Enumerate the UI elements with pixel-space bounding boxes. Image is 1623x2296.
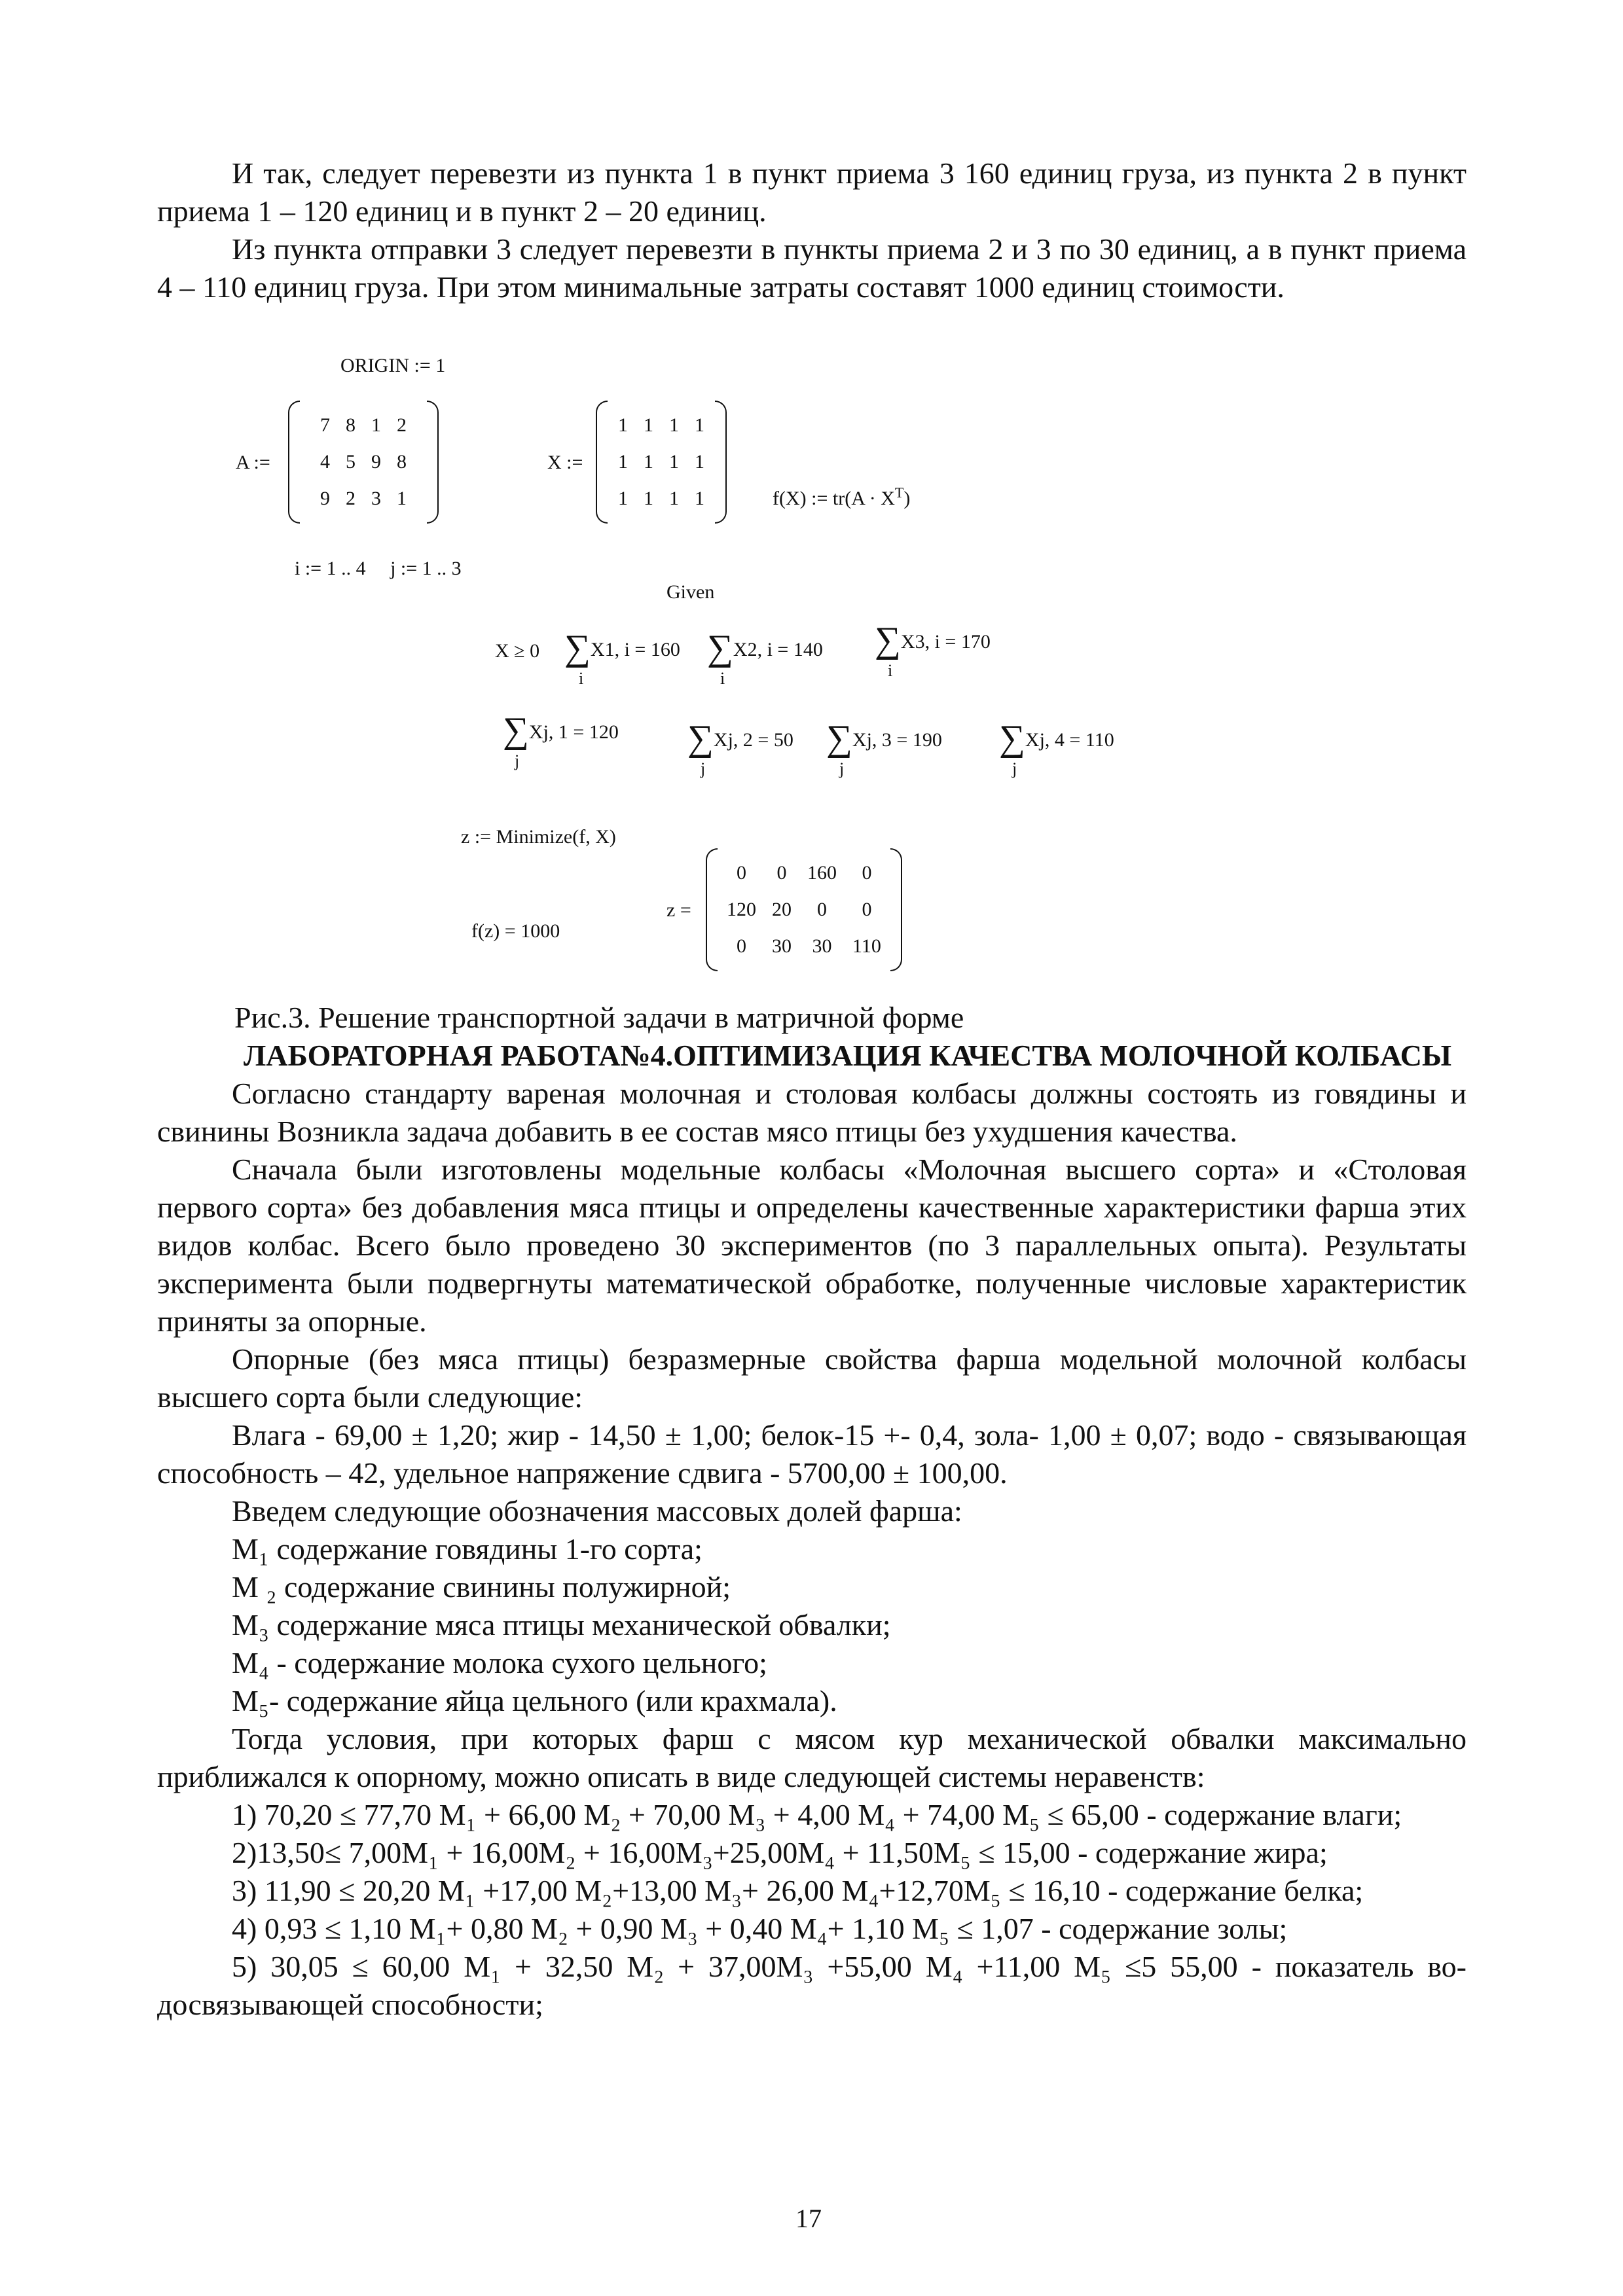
- constraint-row2d: [999, 713, 1114, 759]
- page-number: 17: [795, 2204, 822, 2233]
- inequality-5: 5) 30,05 ≤ 60,00 M₁ + 32,50 M₂ + 37,00M₃ +55,00 M₄ +11,00 M₅ ≤5 55,00 - показатель водосвязывающей способности;: [157, 1950, 1467, 2021]
- matrix-z-cell: 0: [817, 899, 828, 920]
- matrix-a-row: [312, 407, 414, 444]
- sum-icon: ∑: [875, 620, 901, 660]
- sum-icon: ∑: [687, 718, 714, 759]
- matrix-x-row: [610, 444, 712, 480]
- matrix-a-row: [312, 444, 414, 480]
- matrix-a-cell: 7: [320, 414, 330, 436]
- body-paragraph-4: Влага - 69,00 ± 1,20; жир - 14,50 ± 1,00; белок-15 +- 0,4, зола- 1,00 ± 0,07; водо - связывающая способность – 42, удельное напряжение сдвига - 5700,00 ± 100,00.: [157, 1418, 1467, 1490]
- notation-m5: M₅- содержание яйца цельного (или крахмала).: [232, 1684, 837, 1717]
- intro-paragraph-1: И так, следует перевезти из пункта 1 в пункт приема 3 160 единиц груза, из пункта 2 в пункт приема 1 – 120 единиц и в пункт 2 – 20 единиц.: [157, 156, 1467, 228]
- main-text: [157, 999, 1467, 2024]
- matrix-x-cell: 1: [695, 414, 704, 436]
- matrix-a-label: A :=: [236, 452, 270, 473]
- inequality-2: 2)13,50≤ 7,00M₁ + 16,00M₂ + 16,00M₃+25,00M₄ + 11,50M₅ ≤ 15,00 - содержание жира;: [232, 1836, 1328, 1869]
- constraint-6: Xj, 3 = 190: [852, 729, 942, 751]
- index-i-3: i: [888, 661, 893, 680]
- matrix-x-cell: 1: [644, 414, 653, 436]
- body-paragraph-3: Опорные (без мяса птицы) безразмерные свойства фарша модельной молочной колбасы высшего сорта были следующие:: [157, 1342, 1467, 1414]
- matrix-a-cell: 2: [346, 488, 356, 509]
- body-paragraph-6: Тогда условия, при которых фарш с мясом кур механической обвалки максимально приближался к опорному, можно описать в виде следующей системы неравенств:: [157, 1722, 1467, 1793]
- matrix-z-cell: 0: [862, 899, 872, 920]
- matrix-a-cell: 2: [397, 414, 407, 436]
- constraint-row2a: [503, 706, 619, 751]
- matrix-x-cell: 1: [644, 488, 653, 509]
- index-j-3: j: [839, 759, 845, 778]
- matrix-z-row: [719, 855, 889, 891]
- matrix-x-cell: 1: [695, 488, 704, 509]
- matrix-x-table: [610, 407, 712, 517]
- sum-icon: ∑: [564, 628, 591, 668]
- sum-icon: ∑: [999, 718, 1025, 759]
- matrix-a-cell: 4: [320, 451, 330, 473]
- matrix-z-row: [719, 891, 889, 928]
- matrix-a-cell: 5: [346, 451, 356, 473]
- notation-m4: M₄ - содержание молока сухого цельного;: [232, 1646, 767, 1679]
- constraint-row2b: [687, 713, 793, 759]
- matrix-z-row: [719, 928, 889, 965]
- matrix-x: [596, 401, 727, 524]
- sum-icon: ∑: [707, 628, 733, 668]
- constraint-row2c: [826, 713, 942, 759]
- matrix-z-cell: 0: [776, 862, 787, 884]
- matrix-x-cell: 1: [669, 451, 679, 473]
- matrix-a-cell: 1: [397, 488, 407, 509]
- result-z-label: z =: [666, 899, 691, 921]
- figure-caption: Рис.3. Решение транспортной задачи в матричной форме: [234, 1001, 964, 1034]
- sum-icon: ∑: [503, 710, 529, 751]
- matrix-x-label: X :=: [547, 452, 583, 473]
- body-paragraph-2: Сначала были изготовлены модельные колбасы «Молочная высшего сорта» и «Столовая первого сорта» без добавления мяса птицы и определены качественные характеристики фарша этих видов колбас. Всего было проведено 30 экспериментов (по 3 параллельных опыта). Результаты эксперимента были подвергнуты математической обработке, полученные числовые характеристик приняты за опорные.: [157, 1153, 1467, 1338]
- matrix-x-cell: 1: [618, 451, 628, 473]
- matrix-z-cell: 0: [862, 862, 872, 884]
- index-j-4: j: [1012, 759, 1017, 778]
- matrix-x-row: [610, 407, 712, 444]
- matrix-a-cell: 9: [320, 488, 330, 509]
- constraint-row1b: [707, 623, 823, 668]
- body-paragraph-1: Согласно стандарту вареная молочная и столовая колбасы должны состоять из говядины и свинины Возникла задача добавить в ее состав мясо птицы без ухудшения качества.: [157, 1077, 1467, 1148]
- constraint-5: Xj, 2 = 50: [713, 729, 793, 751]
- matrix-z-cell: 160: [807, 862, 837, 884]
- matrix-a-cell: 1: [371, 414, 381, 436]
- matrix-x-cell: 1: [644, 451, 653, 473]
- matrix-z-cell: 30: [812, 935, 832, 957]
- notation-m2: M ₂ содержание свинины полужирной;: [232, 1570, 731, 1604]
- matrix-z-cell: 0: [737, 862, 747, 884]
- sum-icon: ∑: [826, 718, 852, 759]
- matrix-z-cell: 120: [727, 899, 757, 920]
- objective-function-body: f(X) := tr(A · X: [773, 488, 895, 509]
- inequality-4: 4) 0,93 ≤ 1,10 M₁+ 0,80 M₂ + 0,90 M₃ + 0,40 M₄+ 1,10 M₅ ≤ 1,07 - содержание золы;: [232, 1912, 1288, 1945]
- index-i-2: i: [720, 669, 725, 688]
- objective-function: [773, 484, 910, 510]
- constraint-3: X3, i = 170: [900, 631, 991, 653]
- given-keyword: Given: [666, 581, 715, 603]
- matrix-x-row: [610, 480, 712, 517]
- minimize-call: z := Minimize(f, X): [461, 826, 616, 848]
- matrix-a-cell: 8: [397, 451, 407, 473]
- matrix-a-cell: 9: [371, 451, 381, 473]
- matrix-z-cell: 20: [772, 899, 792, 920]
- constraint-row1: [564, 623, 680, 668]
- objective-value: f(z) = 1000: [471, 920, 560, 942]
- index-i-1: i: [579, 669, 584, 688]
- matrix-x-cell: 1: [618, 414, 628, 436]
- matrix-x-cell: 1: [669, 414, 679, 436]
- transpose-sup: T: [894, 484, 904, 501]
- inequality-3: 3) 11,90 ≤ 20,20 M₁ +17,00 M₂+13,00 M₃+ 26,00 M₄+12,70M₅ ≤ 16,10 - содержание белка;: [232, 1874, 1364, 1907]
- index-j-1: j: [515, 751, 520, 770]
- body-paragraph-5: Введем следующие обозначения массовых долей фарша:: [232, 1494, 962, 1528]
- constraint-1: X1, i = 160: [590, 639, 680, 660]
- intro-paragraph-2: Из пункта отправки 3 следует перевезти в пункты приема 2 и 3 по 30 единиц, а в пункт приема 4 – 110 единиц груза. При этом минимальные затраты составят 1000 единиц стоимости.: [157, 232, 1467, 304]
- matrix-a: [288, 401, 439, 524]
- matrix-a-row: [312, 480, 414, 517]
- constraint-4: Xj, 1 = 120: [528, 721, 619, 743]
- matrix-x-cell: 1: [618, 488, 628, 509]
- objective-close: ): [903, 488, 911, 509]
- notation-m1: M₁ содержание говядины 1-го сорта;: [232, 1532, 702, 1566]
- matrix-a-cell: 3: [371, 488, 381, 509]
- matrix-a-table: [312, 407, 414, 517]
- constraint-7: Xj, 4 = 110: [1025, 729, 1114, 751]
- inequality-1: 1) 70,20 ≤ 77,70 M₁ + 66,00 M₂ + 70,00 M₃ + 4,00 M₄ + 74,00 M₅ ≤ 65,00 - содержание влаги;: [232, 1798, 1402, 1831]
- matrix-a-cell: 8: [346, 414, 356, 436]
- constraint-2: X2, i = 140: [733, 639, 823, 660]
- index-j-2: j: [701, 759, 706, 778]
- intro-text: [157, 154, 1467, 306]
- origin-definition: ORIGIN := 1: [340, 355, 446, 376]
- result-matrix-z: [706, 848, 902, 971]
- matrix-z-cell: 0: [737, 935, 747, 957]
- matrix-z-cell: 30: [772, 935, 792, 957]
- lab-heading: ЛАБОРАТОРНАЯ РАБОТА№4.ОПТИМИЗАЦИЯ КАЧЕСТВА МОЛОЧНОЙ КОЛБАСЫ: [244, 1039, 1452, 1072]
- range-definitions: i := 1 .. 4 j := 1 .. 3: [295, 558, 462, 579]
- result-matrix-table: [719, 855, 889, 965]
- constraint-row1c: [875, 615, 991, 660]
- matrix-z-cell: 110: [852, 935, 881, 957]
- nonnegativity-constraint: X ≥ 0: [495, 640, 540, 662]
- notation-m3: M₃ содержание мяса птицы механической обвалки;: [232, 1608, 891, 1641]
- matrix-x-cell: 1: [669, 488, 679, 509]
- matrix-x-cell: 1: [695, 451, 704, 473]
